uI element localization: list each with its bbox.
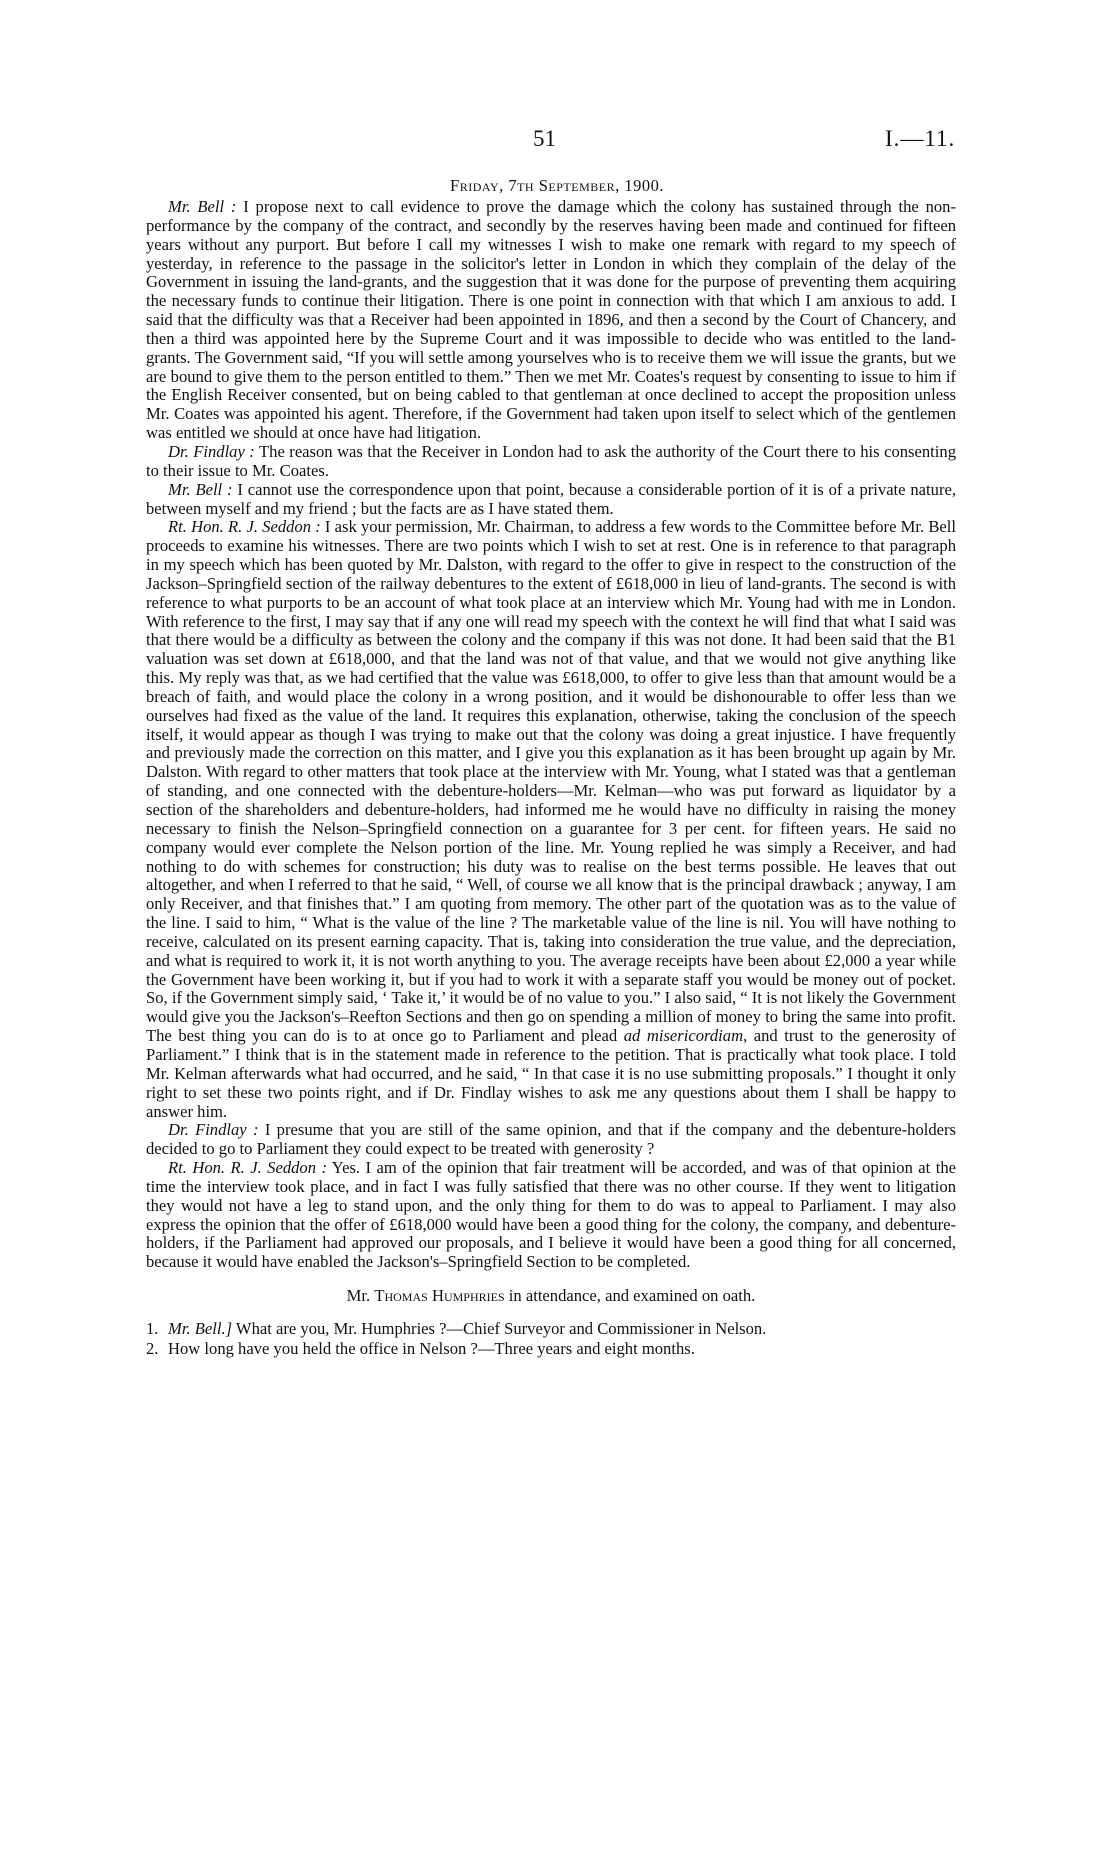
speaker-name: Dr. Findlay : — [168, 441, 255, 461]
speaker-name: Dr. Findlay : — [168, 1120, 259, 1140]
paragraph-text: The reason was that the Receiver in London had to ask the authority of the Court there to his consenting to their issue to Mr. Coates. — [146, 441, 956, 480]
question-speaker: Mr. Bell.] — [168, 1319, 233, 1339]
question-number: 2. — [146, 1338, 159, 1358]
witness-name: Thomas Humphries — [374, 1286, 505, 1306]
latin-phrase: ad misericordiam — [623, 1026, 744, 1046]
paragraph-text: I presume that you are still of the same opinion, and that if the company and the debenture-holders decided to go to Parliament they could expect to be treated with generosity ? — [146, 1120, 957, 1159]
document-body — [146, 198, 956, 1358]
question-item — [146, 1319, 956, 1339]
paragraph-text: Yes. I am of the opinion that fair treatment will be accorded, and was of that opinion at the time the interview took place, and in fact I was fully satisfied that there was no other course. If they went to litigation they would not have a leg to stand upon, and the only thing for them to do was to appeal to Parliament. I may also express the opinion that the offer of £618,000 would have been a good thing for the colony, the company, and debenture-holders, if the Parliament had approved our proposals, and I believe it would have been a good thing for all concerned, because it would have enabled the Jackson's–Springfield Section to be completed. — [146, 1158, 956, 1272]
paragraph — [146, 518, 956, 1121]
witness-prefix: Mr. — [346, 1286, 375, 1306]
document-reference: I.—11. — [885, 126, 956, 151]
paragraph-text-continued: , and trust to the generosity of Parliament.” I think that is in the statement made in reference to the petition. That is practically what took place. I told Mr. Kelman afterwards what had occurred, and he said, “ In that case it is no use submitting proposals.” I thought it only right to set these two points right, and if Dr. Findlay wishes to ask me any questions about them I shall be happy to answer him. — [146, 1026, 957, 1121]
paragraph — [146, 1121, 956, 1159]
speaker-name: Mr. Bell : — [168, 479, 233, 499]
paragraph — [146, 481, 956, 519]
speaker-name: Mr. Bell : — [168, 197, 237, 216]
paragraph-text: I ask your permission, Mr. Chairman, to address a few words to the Committee before Mr. Bell proceeds to examine his witnesses. There are two points which I wish to set at rest. One is in reference to that paragraph in my speech which has been quoted by Mr. Dalston, with regard to the offer to give in respect to the construction of the Jackson–Springfield section of the railway debentures to the extent of £618,000 in lieu of land-grants. The second is with reference to what purports to be an account of what took place at an interview which Mr. Young had with me in London. With reference to the first, I may say that if any one will read my speech with the context he will find that what I said was that there would be a difficulty as between the colony and the company if this was not done. It had been said that the B1 valuation was set down at £618,000, and that the land was not of that value, and that we would not give anything like this. My reply was that, as we had certified that the value was £618,000, to offer to give less than that amount would be a breach of faith, and would place the colony in a wrong position, and it would be dishonourable to offer less than we ourselves had fixed as the value of the land. It requires this explanation, otherwise, taking the conclusion of the speech itself, it would appear as though I was trying to make out that the colony was doing a great injustice. I have frequently and previously made the correction on this matter, and I give you this explanation as it has been brought up again by Mr. Dalston. With regard to other matters that took place at the interview with Mr. Young, what I stated was that a gentleman of standing, and one connected with the debenture-holders—Mr. Kelman—who was put forward as liquidator by a section of the shareholders and debenture-holders, had informed me he would have no difficulty in raising the money necessary to finish the Nelson–Springfield connection on a guarantee for 3 per cent. for fifteen years. He said no company would ever complete the Nelson portion of the line. Mr. Young replied he was simply a Receiver, and had nothing to do with schemes for construction; his duty was to realise on the best terms possible. He leaves that out altogether, and when I referred to that he said, “ Well, of course we all know that is the principal drawback ; anyway, I am only Receiver, and that finishes that.” I am quoting from memory. The other part of the quotation was as to the value of the line. I said to him, “ What is the value of the line ? The marketable value of the line is nil. You will have nothing to receive, calculated on its present earning capacity. That is, taking into consideration the true value, and the depreciation, and what is required to work it, it is not worth anything to you. The average receipts have been about £2,000 a year while the Government have been working it, but if you had to work it with a separate staff you would be money out of pocket. So, if the Government simply said, ‘ Take it,’ it would be of no value to you.” I also said, “ It is not likely the Government would give you the Jackson's–Reefton Sections and then go on spending a million of money to bring the same into profit. The best thing you can do is to at once go to Parliament and plead — [146, 517, 956, 1046]
question-number: 1. — [146, 1319, 159, 1339]
page-number: 51 — [533, 126, 556, 151]
question-text: What are you, Mr. Humphries ?—Chief Surveyor and Commissioner in Nelson. — [232, 1319, 767, 1339]
paragraph-text: I propose next to call evidence to prove the damage which the colony has sustained through the non-performance by the company of the contract, and secondly by the reserves having been made and continued for fifteen years without any purport. But before I call my witnesses I wish to make one remark with regard to my speech of yesterday, in reference to the passage in the solicitor's letter in London in which they complain of the delay of the Government in issuing the land-grants, and the suggestion that it was done for the purpose of preventing them acquiring the necessary funds to continue their litigation. There is one point in connection with that which I am anxious to add. I said that the difficulty was that a Receiver had been appointed in 1896, and then a second by the Court of Chancery, and then a third was appointed here by the Supreme Court and it was impossible to decide who was entitled to the land-grants. The Government said, “If you will settle among yourselves who is to receive them we will issue the grants, but we are bound to give them to the person entitled to them.” Then we met Mr. Coates's request by consenting to issue to him if the English Receiver consented, but on being cabled to that gentleman at once declined to accept the proposition unless Mr. Coates was appointed his agent. Therefore, if the Government had taken upon itself to select which of the gentlemen was entitled we should at once have had litigation. — [146, 197, 956, 443]
paragraph — [146, 198, 956, 443]
question-item — [146, 1339, 956, 1359]
paragraph-text: I cannot use the correspondence upon that point, because a considerable portion of it is of a private nature, between myself and my friend ; but the facts are as I have stated them. — [146, 479, 956, 518]
paragraph — [146, 1159, 956, 1272]
question-text: How long have you held the office in Nelson ?—Three years and eight months. — [168, 1338, 695, 1358]
date-heading: Friday, 7th September, 1900. — [450, 176, 664, 195]
speaker-name: Rt. Hon. R. J. Seddon : — [168, 1158, 327, 1178]
speaker-name: Rt. Hon. R. J. Seddon : — [168, 517, 321, 537]
witness-suffix: in attendance, and examined on oath. — [504, 1286, 756, 1306]
witness-heading — [146, 1286, 956, 1306]
paragraph — [146, 443, 956, 481]
